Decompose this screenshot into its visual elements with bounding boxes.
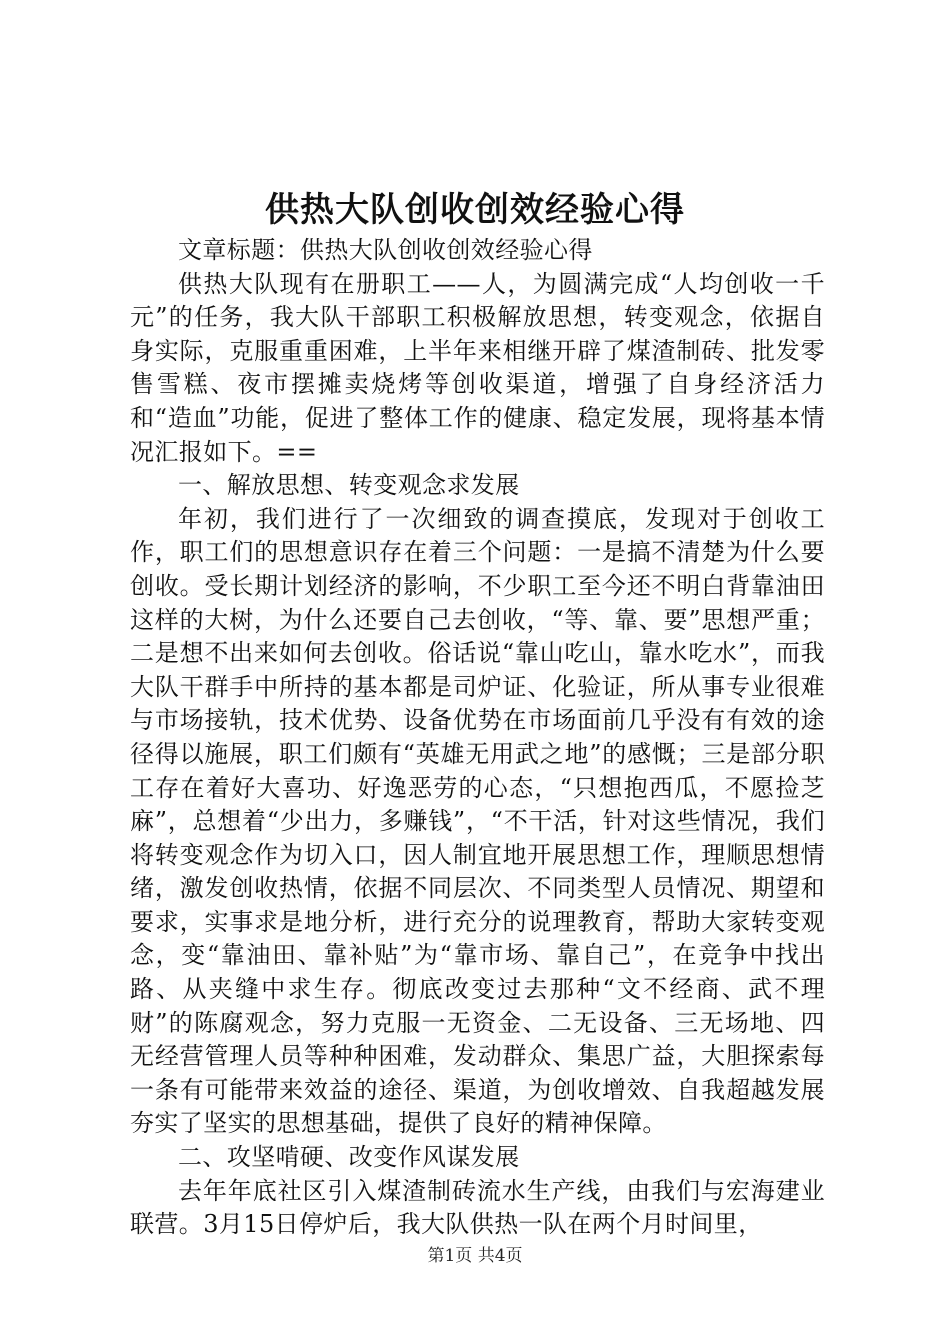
section-heading-1: 一、解放思想、转变观念求发展	[178, 471, 520, 500]
article-title-line: 文章标题：供热大队创收创效经验心得	[178, 236, 593, 264]
document-body	[130, 234, 825, 1242]
page-number: 第1页 共4页	[427, 1246, 523, 1266]
intro-paragraph: 供热大队现有在册职工——人，为圆满完成“人均创收一千元”的任务，我大队干部职工积极解放思想，转变观念，依据自身实际，克服重重困难，上半年来相继开辟了煤渣制砖、批发零售雪糕、夜市摆摊卖烧烤等创收渠道，增强了自身经济活力和“造血”功能，促进了整体工作的健康、稳定发展，现将基本情况汇报如下。==	[130, 269, 825, 466]
section-1-paragraph: 年初，我们进行了一次细致的调查摸底，发现对于创收工作，职工们的思想意识存在着三个问题：一是搞不清楚为什么要创收。受长期计划经济的影响，不少职工至今还不明白背靠油田这样的大树，为什么还要自己去创收，“等、靠、要”思想严重；二是想不出来如何去创收。俗话说“靠山吃山，靠水吃水”，而我大队干群手中所持的基本都是司炉证、化验证，所从事专业很难与市场接轨，技术优势、设备优势在市场面前几乎没有有效的途径得以施展，职工们颇有“英雄无用武之地”的感慨；三是部分职工存在着好大喜功、好逸恶劳的心态，“只想抱西瓜，不愿捡芝麻”，总想着“少出力，多赚钱”，“不干活，针对这些情况，我们将转变观念作为切入口，因人制宜地开展思想工作，理顺思想情绪，激发创收热情，依据不同层次、不同类型人员情况、期望和要求，实事求是地分析，进行充分的说理教育，帮助大家转变观念，变“靠油田、靠补贴”为“靠市场、靠自己”，在竞争中找出路、从夹缝中求生存。彻底改变过去那种“文不经商、武不理财”的陈腐观念，努力克服一无资金、二无设备、三无场地、四无经营管理人员等种种困难，发动群众、集思广益，大胆探索每一条有可能带来效益的途径、渠道，为创收增效、自我超越发展夯实了坚实的思想基础，提供了良好的精神保障。	[130, 504, 825, 1138]
section-heading-2: 二、攻坚啃硬、改变作风谋发展	[178, 1143, 520, 1172]
document-title: 供热大队创收创效经验心得	[265, 190, 685, 230]
section-2-paragraph: 去年年底社区引入煤渣制砖流水生产线，由我们与宏海建业联营。3月15日停炉后，我大队供热一队在两个月时间里，	[130, 1176, 825, 1239]
